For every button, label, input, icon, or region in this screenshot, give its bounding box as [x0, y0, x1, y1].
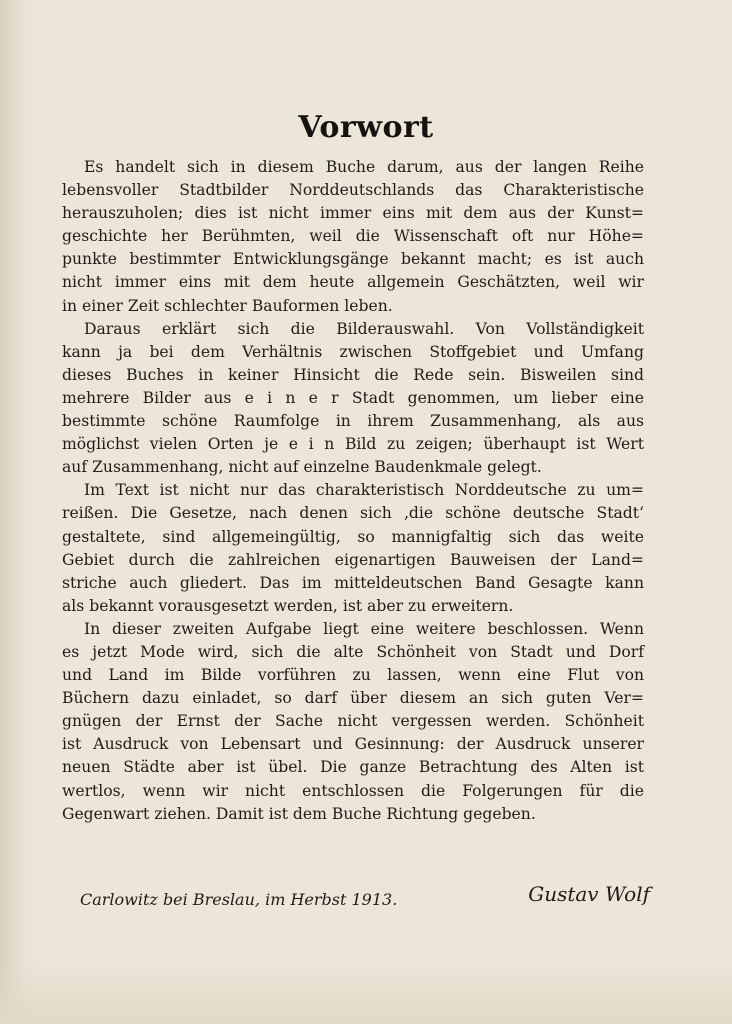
text-line: es jetzt Mode wird, sich die alte Schönheit von Stadt und Dorf: [62, 642, 644, 661]
text-line: bestimmte schöne Raumfolge in ihrem Zusammenhang, als aus: [62, 412, 644, 431]
text-line: lebensvoller Stadtbilder Norddeutschlands das Charakteristische: [62, 181, 644, 200]
text-line: mehrere Bilder aus e i n e r Stadt genommen, um lieber eine: [62, 388, 644, 407]
text-line: auf Zusammenhang, nicht auf einzelne Baudenkmale gelegt.: [62, 458, 542, 477]
text-line: geschichte her Berühmten, weil die Wissenschaft oft nur Höhe=: [62, 227, 644, 246]
text-line: möglichst vielen Orten je e i n Bild zu zeigen; überhaupt ist Wert: [62, 435, 644, 454]
text-line: Gegenwart ziehen. Damit ist dem Buche Richtung gegeben.: [62, 804, 536, 823]
page-edge-shadow: [0, 0, 38, 1024]
text-line: Büchern dazu einladet, so darf über diesem an sich guten Ver=: [62, 689, 644, 708]
text-line: kann ja bei dem Verhältnis zwischen Stoffgebiet und Umfang: [62, 342, 644, 361]
text-line: gestaltete, sind allgemeingültig, so mannigfaltig sich das weite: [62, 527, 644, 546]
preface-body: [62, 156, 644, 826]
text-line: punkte bestimmter Entwicklungsgänge bekannt macht; es ist auch: [62, 250, 644, 269]
text-line: reißen. Die Gesetze, nach denen sich ‚die schöne deutsche Stadt‘: [62, 504, 644, 523]
text-line: in einer Zeit schlechter Bauformen leben.: [62, 296, 393, 315]
text-line: gnügen der Ernst der Sache nicht vergessen werden. Schönheit: [62, 712, 644, 731]
text-line: Im Text ist nicht nur das charakteristisch Norddeutsche zu um=: [84, 481, 644, 500]
page-bottom-shadow: [0, 964, 732, 1024]
text-line: neuen Städte aber ist übel. Die ganze Betrachtung des Alten ist: [62, 758, 644, 777]
text-line: wertlos, wenn wir nicht entschlossen die Folgerungen für die: [62, 781, 644, 800]
text-line: als bekannt vorausgesetzt werden, ist aber zu erweitern.: [62, 596, 514, 615]
text-line: nicht immer eins mit dem heute allgemein Geschätzten, weil wir: [62, 273, 644, 292]
page-title: Vorwort: [298, 110, 434, 145]
text-line: ist Ausdruck von Lebensart und Gesinnung: der Ausdruck unserer: [62, 735, 644, 754]
text-line: dieses Buches in keiner Hinsicht die Rede sein. Bisweilen sind: [62, 365, 644, 384]
text-line: herauszuholen; dies ist nicht immer eins mit dem aus der Kunst=: [62, 204, 644, 223]
text-line: Gebiet durch die zahlreichen eigenartigen Bauweisen der Land=: [62, 550, 644, 569]
text-line: In dieser zweiten Aufgabe liegt eine weitere beschlossen. Wenn: [84, 619, 644, 638]
text-line: Es handelt sich in diesem Buche darum, aus der langen Reihe: [84, 158, 644, 176]
text-line: und Land im Bilde vorführen zu lassen, wenn eine Flut von: [62, 666, 644, 685]
text-line: Daraus erklärt sich die Bilderauswahl. Von Vollständigkeit: [84, 319, 644, 338]
author-signature: Gustav Wolf: [528, 882, 650, 906]
text-line: striche auch gliedert. Das im mitteldeutschen Band Gesagte kann: [62, 573, 644, 592]
place-date: Carlowitz bei Breslau, im Herbst 1913.: [80, 890, 398, 909]
